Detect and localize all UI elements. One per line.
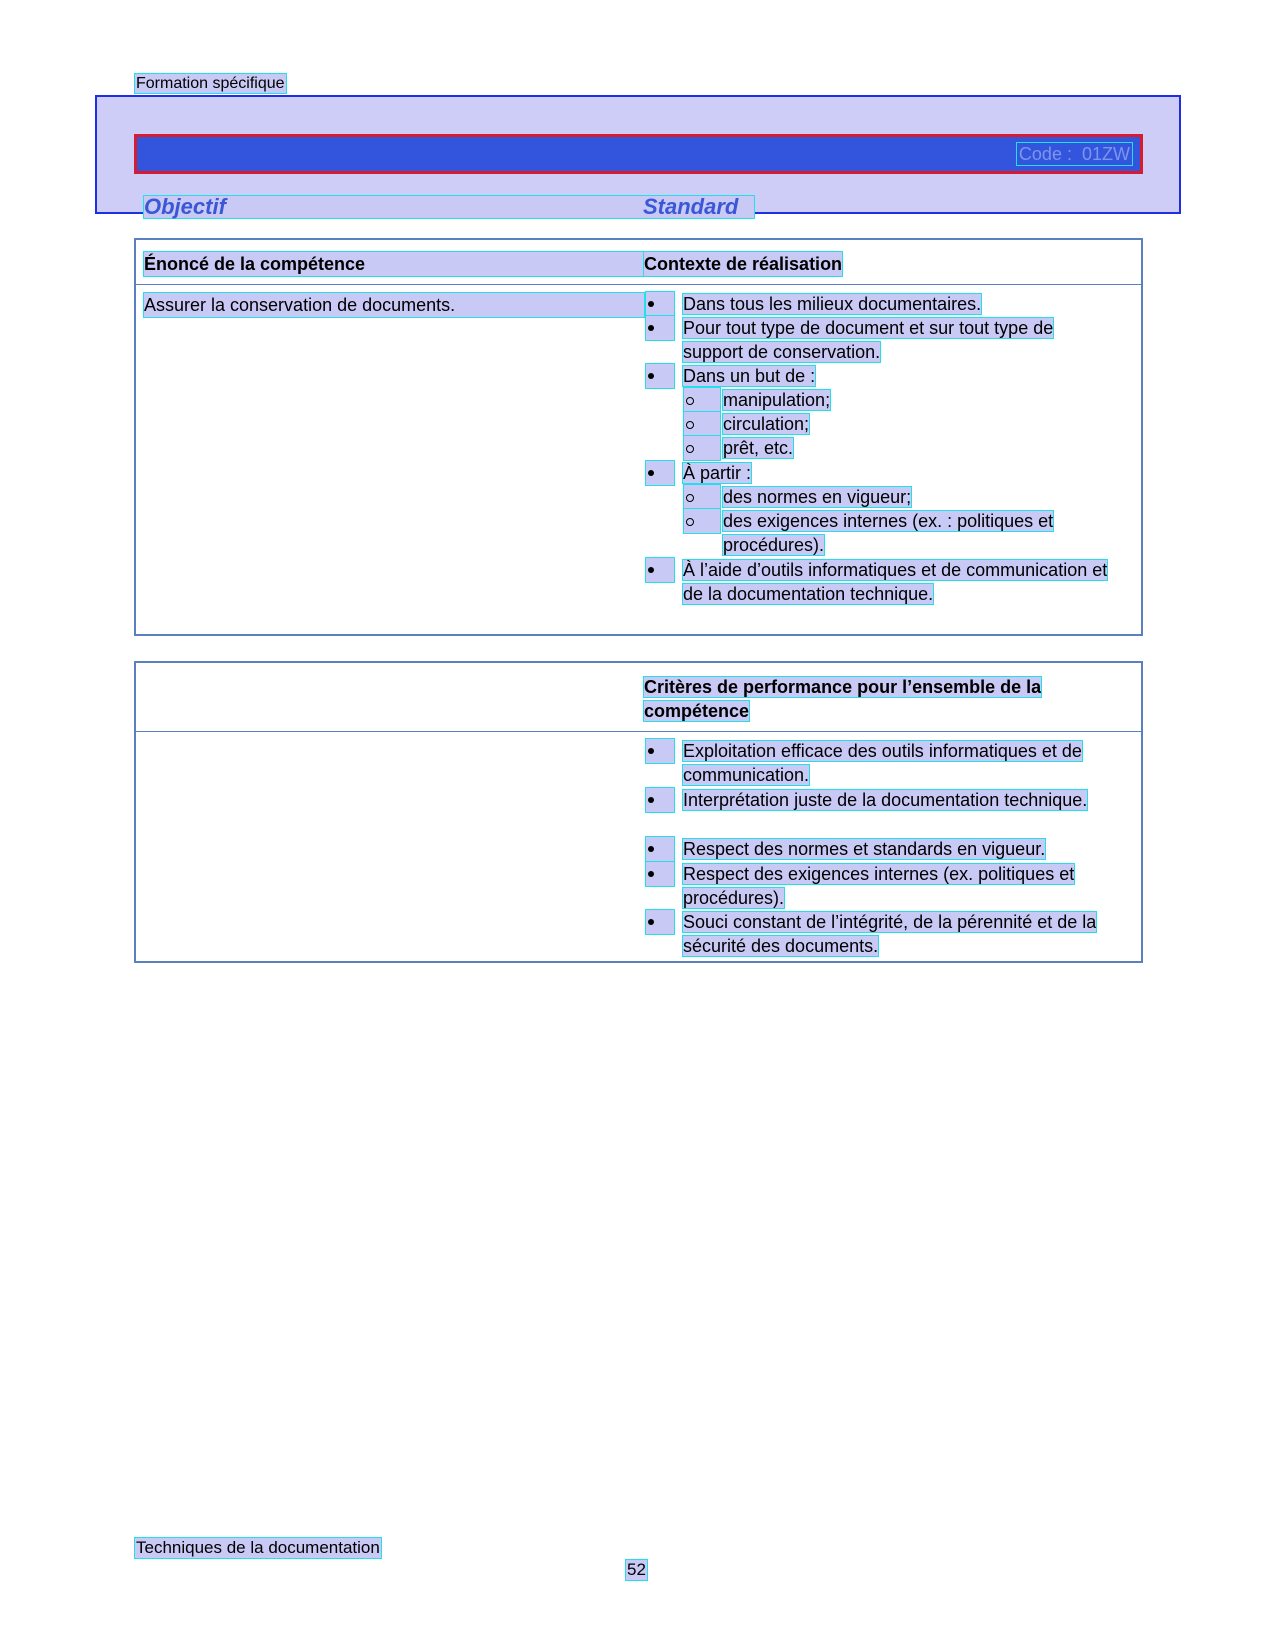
page-number: 52 [627,1560,646,1579]
competence-table [134,238,1143,636]
section-label: Formation spécifique [136,75,285,92]
code-bar [134,134,1143,174]
criteria-item: Exploitation efficace des outils informatiques et de communication. [646,739,1116,787]
context-subitem: manipulation; [684,388,1104,412]
context-item: Pour tout type de document et sur tout type de support de conservation. [646,316,1116,364]
context-header: Contexte de réalisation [644,254,843,274]
criteria-item: Respect des normes et standards en vigueur. [646,837,1116,861]
context-item: À partir : [646,461,1116,485]
criteria-item: Respect des exigences internes (ex. politiques et procédures). [646,862,1116,910]
standard-heading: Standard [643,194,739,219]
context-subitem: circulation; [684,412,1104,436]
context-subitem: des normes en vigueur; [684,485,1104,509]
criteria-table [134,661,1143,963]
heading-row [144,196,754,218]
criteria-table-header [136,663,1141,732]
footer-program: Techniques de la documentation [136,1538,380,1557]
context-item: Dans tous les milieux documentaires. [646,292,1116,316]
criteria-item: Interprétation juste de la documentation technique. [646,788,1116,812]
context-subitem: prêt, etc. [684,436,1104,460]
statement-header: Énoncé de la compétence [144,252,644,276]
objective-heading: Objectif [144,194,226,219]
code-text: Code : 01ZW [1018,144,1130,164]
context-subitem: des exigences internes (ex. : politiques et procédures). [684,509,1104,557]
criteria-item: Souci constant de l’intégrité, de la pérennité et de la sécurité des documents. [646,910,1116,958]
criteria-header: Critères de performance pour l’ensemble de la compétence [644,677,1042,721]
context-item: À l’aide d’outils informatiques et de communication et de la documentation technique. [646,558,1116,606]
competence-statement: Assurer la conservation de documents. [144,293,644,317]
context-item: Dans un but de : [646,364,1116,388]
competence-table-header [136,240,1141,285]
